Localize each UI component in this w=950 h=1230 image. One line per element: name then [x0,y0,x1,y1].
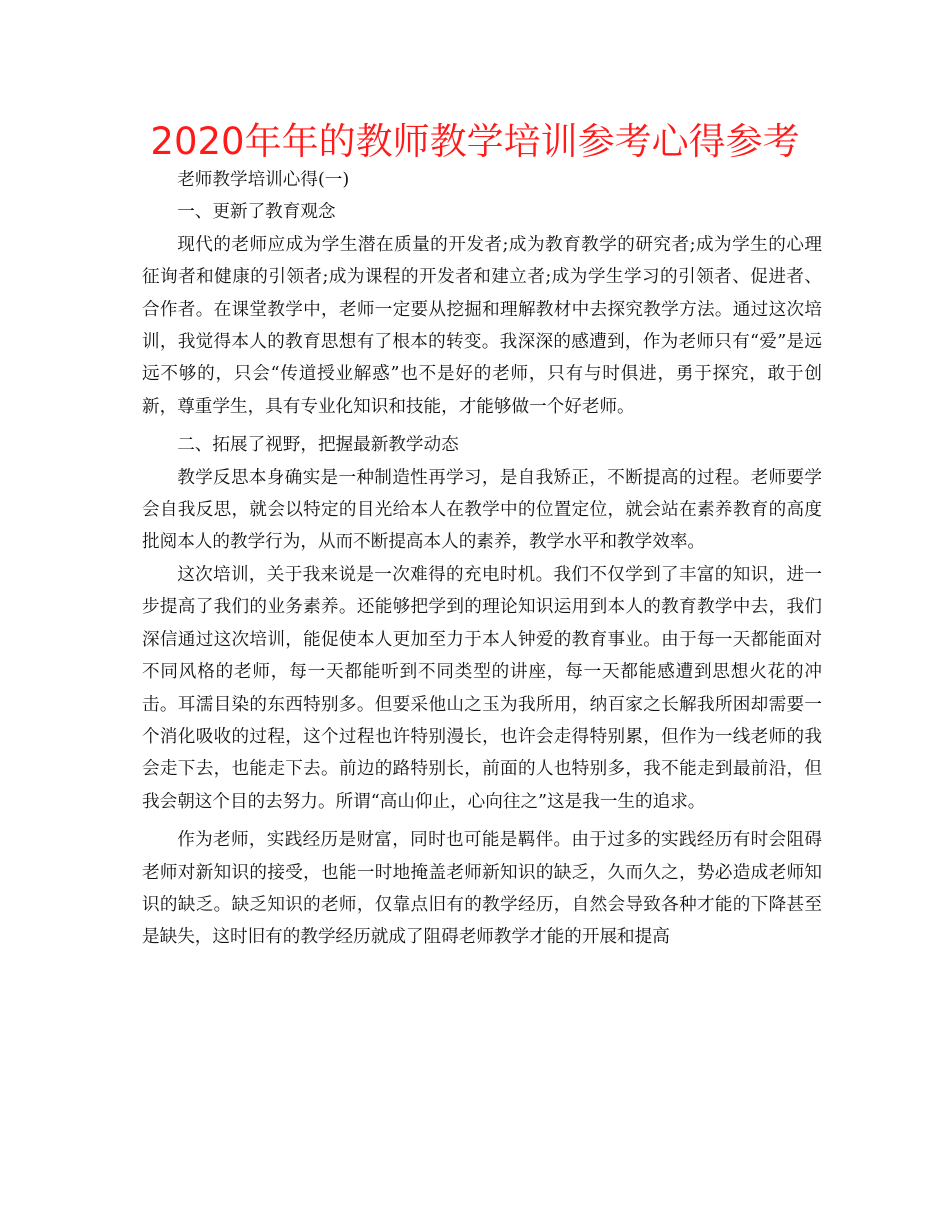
document-body [142,164,822,954]
heading-1: 一、更新了教育观念 [177,202,336,223]
document-title: 2020年年的教师教学培训参考心得参考 [150,120,800,163]
heading-2: 二、拓展了视野，把握最新教学动态 [177,435,459,456]
paragraph-4: 作为老师，实践经历是财富，同时也可能是羁伴。由于过多的实践经历有时会阻碍老师对新知识的接受，也能一时地掩盖老师新知识的缺乏，久而久之，势必造成老师知识的缺乏。缺乏知识的老师，仅靠点旧有的教学经历，自然会导致各种才能的下降甚至是缺失，这时旧有的教学经历就成了阻碍老师教学才能的开展和提高 [142,830,822,948]
section-label: 老师教学培训心得(一) [177,170,350,190]
paragraph-1: 现代的老师应成为学生潜在质量的开发者;成为教育教学的研究者;成为学生的心理征询者和健康的引领者;成为课程的开发者和建立者;成为学生学习的引领者、促进者、合作者。在课堂教学中，老师一定要从挖掘和理解教材中去探究教学方法。通过这次培训，我觉得本人的教育思想有了根本的转变。我深深的感遭到，作为老师只有“爱”是远远不够的，只会“传道授业解惑”也不是好的老师，只有与时俱进，勇于探究，敢于创新，尊重学生，具有专业化知识和技能，才能够做一个好老师。 [142,234,822,417]
paragraph-2: 教学反思本身确实是一种制造性再学习，是自我矫正，不断提高的过程。老师要学会自我反思，就会以特定的目光给本人在教学中的位置定位，就会站在素养教育的高度批阅本人的教学行为，从而不断提高本人的素养，教学水平和教学效率。 [142,467,822,553]
paragraph-3: 这次培训，关于我来说是一次难得的充电时机。我们不仅学到了丰富的知识，进一步提高了我们的业务素养。还能够把学到的理论知识运用到本人的教育教学中去，我们深信通过这次培训，能促使本人更加至力于本人钟爱的教育事业。由于每一天都能面对不同风格的老师，每一天都能听到不同类型的讲座，每一天都能感遭到思想火花的冲击。耳濡目染的东西特别多。但要采他山之玉为我所用，纳百家之长解我所困却需要一个消化吸收的过程，这个过程也许特别漫长，也许会走得特别累，但作为一线老师的我会走下去，也能走下去。前边的路特别长，前面的人也特别多，我不能走到最前沿，但我会朝这个目的去努力。所谓“高山仰止，心向往之”这是我一生的追求。 [142,564,822,812]
